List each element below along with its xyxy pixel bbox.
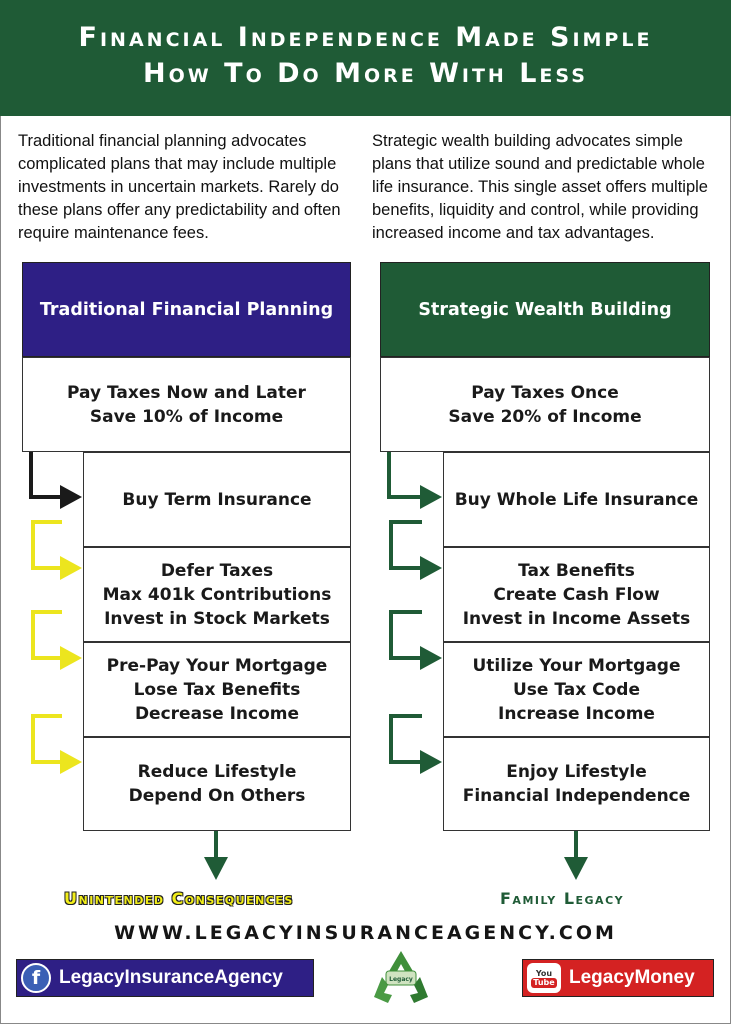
strategic-top-box: [380, 357, 710, 452]
title-banner: [0, 0, 731, 116]
traditional-step-2-line-2: Max 401k Contributions: [102, 584, 332, 605]
traditional-outcome: Unintended Consequences: [64, 889, 294, 908]
facebook-icon: f: [21, 963, 51, 993]
strategic-step-1: [443, 452, 710, 547]
traditional-intro: Traditional financial planning advocates complicated plans that may include multiple investments in uncertain markets. Rarely do these plans offer any predictability and often require maintenance fees.: [18, 132, 341, 242]
traditional-step-1-line-1: Buy Term Insurance: [122, 489, 312, 510]
strategic-step-2-line-1: Tax Benefits: [518, 560, 635, 581]
traditional-step-4: [83, 737, 351, 831]
youtube-icon: [527, 963, 561, 993]
strategic-step-2-line-2: Create Cash Flow: [493, 584, 660, 605]
strategic-step-4-line-1: Enjoy Lifestyle: [506, 762, 647, 782]
traditional-step-2: [83, 547, 351, 642]
strategic-top-line-2: Save 20% of Income: [448, 406, 642, 427]
strategic-step-3: [443, 642, 710, 737]
traditional-step-3: [83, 642, 351, 737]
traditional-step-4-line-2: Depend On Others: [128, 786, 306, 806]
strategic-step-2-line-3: Invest in Income Assets: [462, 608, 691, 629]
strategic-outcome: Family Legacy: [500, 889, 625, 908]
traditional-header: Traditional Financial Planning: [22, 262, 351, 357]
traditional-top-line-1: Pay Taxes Now and Later: [67, 382, 306, 403]
strategic-step-3-line-2: Use Tax Code: [512, 679, 640, 700]
traditional-step-2-line-1: Defer Taxes: [160, 560, 274, 581]
traditional-step-3-line-1: Pre-Pay Your Mortgage: [106, 655, 328, 676]
youtube-link[interactable]: [522, 959, 714, 997]
traditional-top-line-2: Save 10% of Income: [89, 406, 284, 427]
strategic-step-4-line-2: Financial Independence: [462, 786, 691, 806]
recycle-logo: [370, 947, 432, 1009]
strategic-step-3-line-1: Utilize Your Mortgage: [472, 655, 681, 676]
strategic-header: Strategic Wealth Building: [380, 262, 710, 357]
strategic-step-1-line-1: Buy Whole Life Insurance: [454, 489, 699, 510]
facebook-label: LegacyInsuranceAgency: [59, 967, 283, 988]
facebook-link[interactable]: [16, 959, 314, 997]
youtube-label: LegacyMoney: [569, 967, 695, 988]
traditional-step-2-line-3: Invest in Stock Markets: [104, 608, 330, 629]
traditional-top-box: [22, 357, 351, 452]
page-subtitle: How To Do More With Less: [143, 58, 588, 89]
traditional-step-1: [83, 452, 351, 547]
strategic-step-2: [443, 547, 710, 642]
youtube-icon-tube: Tube: [533, 977, 555, 987]
strategic-step-3-line-3: Increase Income: [498, 703, 655, 724]
page-title: Financial Independence Made Simple: [78, 22, 653, 53]
traditional-step-3-line-3: Decrease Income: [134, 703, 300, 724]
website-link[interactable]: WWW.LEGACYINSURANCEAGENCY.COM: [114, 922, 617, 944]
youtube-icon-you: You: [535, 968, 553, 978]
strategic-intro: Strategic wealth building advocates simple plans that utilize sound and predictable whole life insurance. This single asset offers multiple benefits, liquidity and control, while providing increased income and tax advantages.: [372, 132, 708, 242]
traditional-step-4-line-1: Reduce Lifestyle: [137, 762, 297, 782]
logo-text: Legacy: [389, 976, 413, 983]
traditional-step-3-line-2: Lose Tax Benefits: [133, 679, 301, 700]
strategic-top-line-1: Pay Taxes Once: [471, 382, 619, 403]
strategic-step-4: [443, 737, 710, 831]
